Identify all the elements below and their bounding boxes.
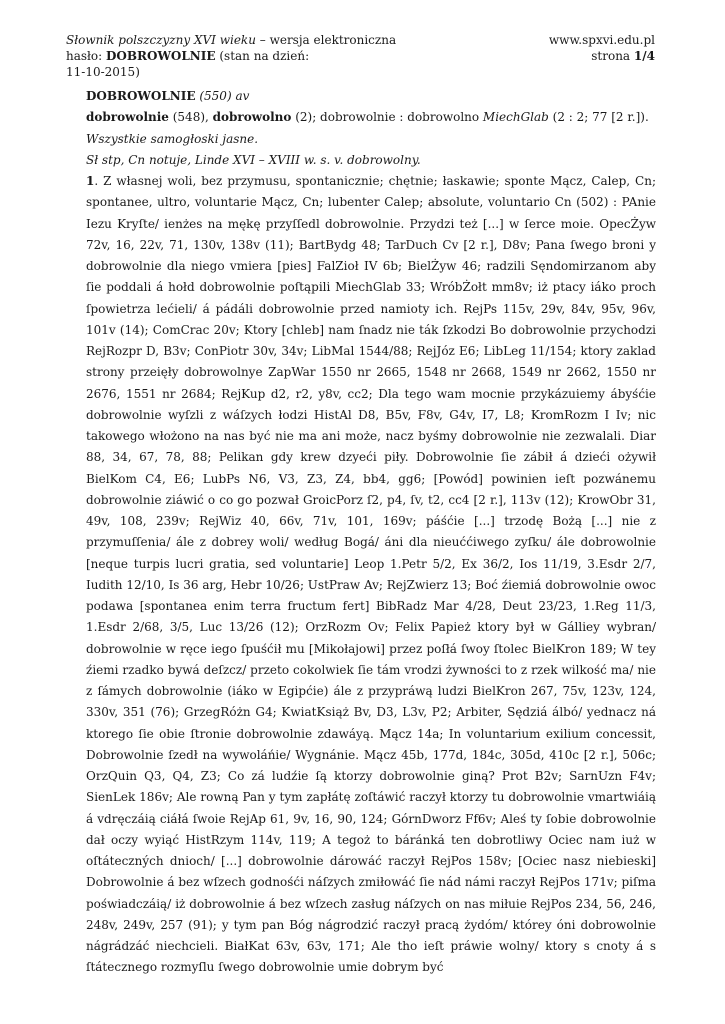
header-url[interactable]: www.spxvi.edu.pl	[548, 33, 655, 47]
sense-paragraph	[86, 171, 656, 979]
header-date: 11-10-2015)	[66, 65, 140, 79]
headword-count: (550)	[199, 89, 232, 103]
forms-line: dobrowolnie (548), dobrowolno (2); dobrowolnie : dobrowolno MiechGlab (2 : 2; 77 [2 r.]).	[86, 110, 649, 125]
headword: DOBROWOLNIE	[86, 89, 196, 103]
header-source	[66, 32, 426, 48]
page-number: 1/4	[633, 49, 655, 63]
page-label: strona	[591, 49, 634, 63]
source-title: Słownik polszczyzny XVI wieku	[66, 33, 256, 47]
page-header-left	[66, 32, 426, 80]
entry-word: DOBROWOLNIE	[106, 49, 216, 63]
sense-number: 1	[86, 174, 95, 188]
headword-line	[86, 86, 656, 107]
source-version: – wersja elektroniczna	[255, 33, 397, 47]
entry-body	[86, 86, 656, 979]
entry-status: (stan na dzień:	[215, 49, 310, 63]
vowels-note: Wszystkie samogłoski jasne.	[86, 131, 259, 146]
entry-label: hasło:	[66, 49, 107, 63]
sense-text: . Z własnej woli, bez przymusu, spontanicznie; chętnie; łaskawie; sponte Mącz, Calep, Cn; spontanee, ultro, voluntarie Mącz, Cn; lubenter Calep; absolute, voluntario Cn (502) : PAnie Iezu Kryſte/ ienżes na mękę przyſſedl dobrowolnie. Przydzi też [...] w ſerce moie. OpecŻyw 72v, 16, 22v, 71, 130v, 138v (11); BartBydg 48; TarDuch Cv [2 r.], D8v; Pana ſwego broni y dobrowolnie dla niego vmiera [pies] FalZioł IV 6b; BielŻyw 46; radzili Sęndomirzanom aby ſie poddali á hołd dobrowolnie poſtąpili MiechGlab 33; WróbŻołt mm8v; iż ptacy iáko proch ſpowietrza lećieli/ á pádáli dobrowolnie przed namioty ich. RejPs 115v, 29v, 84v, 95v, 96v, 101v (14); ComCrac 20v; Ktory [chleb] nam ſnadz nie ták ſzkodzi Bo dobrowolnie przychodzi RejRozpr D, B3v; ConPiotr 30v, 34v; LibMal 1544/88; RejJóz E6; LibLeg 11/154; ktory zaklad strony przeięły dobrowolnye ZapWar 1550 nr 2665, 1548 nr 2668, 1549 nr 2662, 1550 nr 2676, 1551 nr 2684; RejKup d2, r2, y8v, cc2; Dla tego wam mocnie przykázuiemy ábyśćie dobrowolnie wyſzli z wáſzych łodzi HistAl D8, B5v, F8v, G4v, I7, L8; KromRozm I Iv; nic takowego włożono na nas być nie ma ani może, nacz byśmy dobrowolnie nie zezwalali. Diar 88, 34, 67, 78, 88; Pelikan gdy krew dzyeći piły. Dobrowolnie ſie zábił á dzieći ożywił BielKom C4, E6; LubPs N6, V3, Z3, Z4, bb4, gg6; [Powód] powinien ieſt pozwánemu dobrowolnie ziáwić o co go pozwał GroicPorz ſ2, p4, ſv, t2, cc4 [2 r.], 113v (12); KrowObr 31, 49v, 108, 239v; RejWiz 40, 66v, 71v, 101, 169v; páśćie [...] trzodę Bożą [...] nie z przymuſſenia/ ále z dobrey woli/ według Bogá/ áni dla nieuććiwego zyſku/ ále dobrowolnie [neque turpis lucri gratia, sed voluntarie] Leop 1.Petr 5/2, Ex 36/2, Ios 11/19, 3.Esdr 2/7, Iudith 12/10, Is 36 arg, Hebr 10/26; UstPraw Av; RejZwierz 13; Boć źiemiá dobrowolnie owoc podawa [spontanea enim terra fructum fert] BibRadz Mar 4/28, Deut 23/23, 1.Reg 11/3, 1.Esdr 2/68, 3/5, Luc 13/26 (12); OrzRozm Ov; Felix Papież ktory był w Gálliey wybran/ dobrowolnie w ręce iego ſpuśćił mu [Mikołajowi] przez poſłá ſwoy ſtolec BielKron 189; W tey źiemi rzadko bywá deſzcz/ przeto cokolwiek ſie tám vrodzi żywności to z rzek wilkość ma/ nie z ſámych dobrowolnie (iáko w Egipćie) ále z przypráwą ludzi BielKron 267, 75v, 123v, 124, 330v, 351 (76); GrzegRóżn G4; KwiatKsiąż Bv, D3, L3v, P2; Arbiter, Sędziá álbó/ yednacz ná ktorego ſie obie ſtronie dobrowolnie zdawáyą. Mącz 14a; In voluntarium exilium concessit, Dobrowolnie ſzedł na wywoláńie/ Wygnánie. Mącz 45b, 177d, 184c, 305d, 410c [2 r.], 506c; OrzQuin Q3, Q4, Z3; Co zá ludźie ſą ktorzy dobrowolnie giną? Prot B2v; SarnUzn F4v; SienLek 186v; Ale rowną Pan y tym zapłátę zoſtáwić raczył ktorzy tu dobrowolnie vmartwiáią á vdręczáią ciáłá ſwoie RejAp 61, 9v, 16, 90, 124; GórnDworz Ff6v; Aleś ty ſobie dobrowolnie dał oczy wyiąć HistRzym 114v, 119; A tegoż to báránká ten dobrotliwy Ociec nam iuż w oſtáteczných dnioch/ [...] dobrowolnie dárowáć raczył RejPos 158v; [Ociec nasz niebieski] Dobrowolnie á bez wſzech godnośći náſzych zmiłowáć ſie nád námi raczył RejPos 171v; piſma poświadczáią/ iż dobrowolnie á bez wſzech zasług náſzych on nas miłuie RejPos 234, 56, 246, 248v, 249v, 257 (91); y tym pan Bóg nágrodzić raczył pracą żydóm/ którey óni dobrowolnie nágrádzáć niechcieli. BiałKat 63v, 63v, 171; Ale tho ieſt práwie wolny/ ktory s cnoty á s ſtátecznego rozmyſlu ſwego dobrowolnie umie dobrym być	[86, 174, 656, 975]
part-of-speech: av	[235, 89, 250, 103]
sources-note: Sł stp, Cn notuje, Linde XVI – XVIII w. s. v. dobrowolny.	[86, 152, 421, 167]
header-entry	[66, 48, 426, 64]
header-page	[549, 48, 655, 64]
page-header-right	[549, 32, 655, 64]
